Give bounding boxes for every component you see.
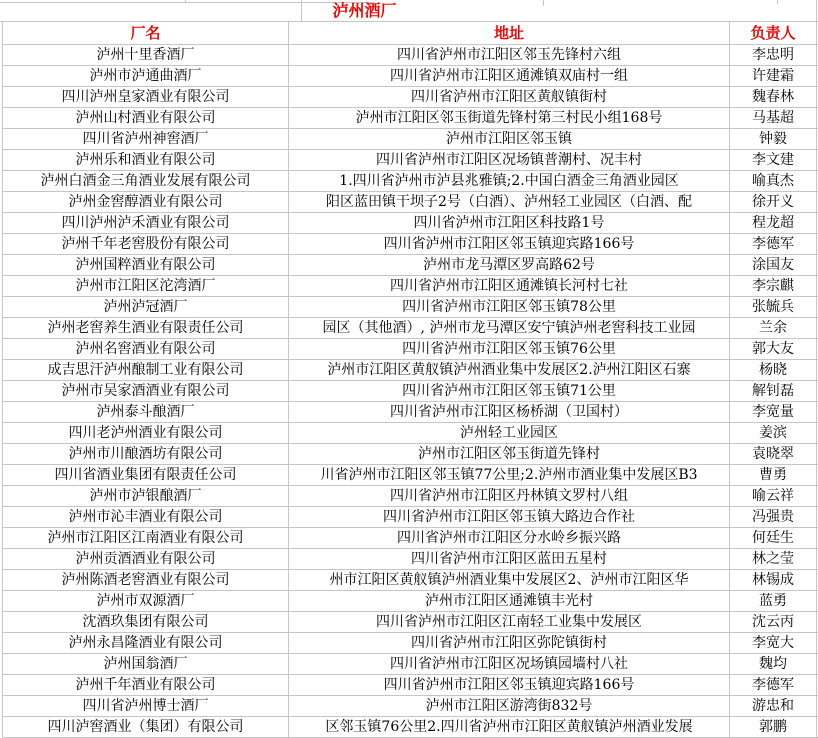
address-cell[interactable]: 四川省泸州市江阳区杨桥湖（卫国村） (289, 402, 730, 422)
table-row (2, 171, 818, 192)
factory-name-cell[interactable]: 泸州市江阳区沱湾酒厂 (3, 276, 289, 296)
address-cell[interactable]: 四川省泸州市江阳区通滩镇双庙村一组 (289, 66, 730, 86)
factory-name-cell[interactable]: 泸州泰斗酿酒厂 (3, 402, 289, 422)
factory-name-cell[interactable]: 泸州贡酒酒业有限公司 (3, 549, 289, 569)
manager-cell[interactable]: 魏春林 (730, 87, 817, 107)
manager-cell[interactable]: 林之莹 (730, 549, 817, 569)
manager-cell[interactable]: 喻真杰 (730, 171, 817, 191)
manager-cell[interactable]: 喻云祥 (730, 486, 817, 506)
factory-name-cell[interactable]: 成吉思汗泸州酿制工业有限公司 (3, 360, 289, 380)
factory-name-cell[interactable]: 泸州千年老窖股份有限公司 (3, 234, 289, 254)
factory-name-cell[interactable]: 泸州永昌隆酒业有限公司 (3, 633, 289, 653)
factory-name-cell[interactable]: 泸州陈酒老窖酒业有限公司 (3, 570, 289, 590)
factory-name-cell[interactable]: 泸州市双源酒厂 (3, 591, 289, 611)
manager-cell[interactable]: 许建霜 (730, 66, 817, 86)
factory-name-cell[interactable]: 泸州白酒金三角酒业发展有限公司 (3, 171, 289, 191)
column-header-factory-name[interactable]: 厂名 (3, 22, 289, 44)
address-cell[interactable]: 四川省泸州市江阳区黄舣镇街村 (289, 87, 730, 107)
address-cell[interactable]: 区邻玉镇76公里2.四川省泸州市江阳区黄舣镇泸州酒业发展 (289, 717, 730, 737)
address-cell[interactable]: 四川省泸州市江阳区邻玉镇大路边合作社 (289, 507, 730, 527)
address-cell[interactable]: 泸州市江阳区邻玉镇 (289, 129, 730, 149)
table-row (2, 150, 818, 171)
table-row (2, 486, 818, 507)
column-header-address[interactable]: 地址 (289, 22, 730, 44)
address-cell[interactable]: 泸州市江阳区黄舣镇泸州酒业集中发展区2.泸州江阳区石寨 (289, 360, 730, 380)
manager-cell[interactable]: 魏均 (730, 654, 817, 674)
address-cell[interactable]: 泸州市龙马潭区罗高路62号 (289, 255, 730, 275)
header-row (2, 22, 818, 45)
column-header-manager[interactable]: 负责人 (730, 22, 817, 44)
manager-cell[interactable]: 郭鹏 (730, 717, 817, 737)
address-cell[interactable]: 四川省泸州市江阳区丹林镇文罗村八组 (289, 486, 730, 506)
table-row (2, 465, 818, 486)
table-row (2, 591, 818, 612)
manager-cell[interactable]: 钟毅 (730, 129, 817, 149)
address-cell[interactable]: 泸州市江阳区游湾街832号 (289, 696, 730, 716)
address-cell[interactable]: 四川省泸州市江阳区邻玉镇78公里 (289, 297, 730, 317)
address-cell[interactable]: 四川省泸州市江阳区通滩镇长河村七社 (289, 276, 730, 296)
table-row (2, 633, 818, 654)
table-row (2, 255, 818, 276)
address-cell[interactable]: 四川省泸州市江阳区科技路1号 (289, 213, 730, 233)
address-cell[interactable]: 四川省泸州市江阳区邻玉先锋村六组 (289, 45, 730, 65)
address-cell[interactable]: 泸州市江阳区邻玉街道先锋村第三村民小组168号 (289, 108, 730, 128)
manager-cell[interactable]: 蓝勇 (730, 591, 817, 611)
manager-cell[interactable]: 姜滨 (730, 423, 817, 443)
factory-name-cell[interactable]: 泸州山村酒业有限公司 (3, 108, 289, 128)
table-row (2, 675, 818, 696)
manager-cell[interactable]: 涂国友 (730, 255, 817, 275)
table-row (2, 444, 818, 465)
factory-name-cell[interactable]: 沈酒玖集团有限公司 (3, 612, 289, 632)
factory-name-cell[interactable]: 四川泸州皇家酒业有限公司 (3, 87, 289, 107)
table-row (2, 318, 818, 339)
table-row (2, 45, 818, 66)
address-cell[interactable]: 四川省泸州市江阳区况场镇园墙村八社 (289, 654, 730, 674)
factory-name-cell[interactable]: 泸州千年酒业有限公司 (3, 675, 289, 695)
manager-cell[interactable]: 曹勇 (730, 465, 817, 485)
address-cell[interactable]: 川省泸州市江阳区邻玉镇77公里;2.泸州市酒业集中发展区B3 (289, 465, 730, 485)
table-row (2, 87, 818, 108)
table-row (2, 234, 818, 255)
manager-cell[interactable]: 兰余 (730, 318, 817, 338)
factory-name-cell[interactable]: 四川省酒业集团有限责任公司 (3, 465, 289, 485)
address-cell[interactable]: 阳区蓝田镇干坝子2号（白酒）、泸州轻工业园区（白酒、配 (289, 192, 730, 212)
manager-cell[interactable]: 何廷生 (730, 528, 817, 548)
manager-cell[interactable]: 李德军 (730, 234, 817, 254)
address-cell[interactable]: 泸州轻工业园区 (289, 423, 730, 443)
sheet-title: 泸州酒厂 (332, 1, 397, 20)
address-cell[interactable]: 泸州市江阳区邻玉街道先锋村 (289, 444, 730, 464)
manager-cell[interactable]: 解钊磊 (730, 381, 817, 401)
gridline-right-edge (816, 0, 817, 738)
factory-name-cell[interactable]: 四川泸窖酒业（集团）有限公司 (3, 717, 289, 737)
title-row[interactable] (0, 0, 818, 22)
factory-name-cell[interactable]: 四川老泸州酒业有限公司 (3, 423, 289, 443)
manager-cell[interactable]: 张毓兵 (730, 297, 817, 317)
manager-cell[interactable]: 徐开义 (730, 192, 817, 212)
address-cell[interactable]: 四川省泸州市江阳区分水岭乡振兴路 (289, 528, 730, 548)
table-row (2, 717, 818, 738)
address-cell[interactable]: 四川省泸州市江阳区邻玉镇76公里 (289, 339, 730, 359)
address-cell[interactable]: 四川省泸州市江阳区况场镇普潮村、况丰村 (289, 150, 730, 170)
factory-name-cell[interactable]: 泸州市江阳区江南酒业有限公司 (3, 528, 289, 548)
factory-name-cell[interactable]: 泸州市泸银酿酒厂 (3, 486, 289, 506)
table-row (2, 297, 818, 318)
factory-name-cell[interactable]: 泸州市沁丰酒业有限公司 (3, 507, 289, 527)
address-cell[interactable]: 四川省泸州市江阳区邻玉镇迎宾路166号 (289, 234, 730, 254)
manager-cell[interactable]: 游忠和 (730, 696, 817, 716)
manager-cell[interactable]: 李德军 (730, 675, 817, 695)
table-row (2, 423, 818, 444)
manager-cell[interactable]: 林锡成 (730, 570, 817, 590)
table-body (0, 45, 818, 738)
address-cell[interactable]: 四川省泸州市江阳区蓝田五星村 (289, 549, 730, 569)
manager-cell[interactable]: 袁晓翠 (730, 444, 817, 464)
factory-name-cell[interactable]: 泸州十里香酒厂 (3, 45, 289, 65)
table-row (2, 192, 818, 213)
table-row (2, 549, 818, 570)
manager-cell[interactable]: 李宽大 (730, 633, 817, 653)
table-row (2, 654, 818, 675)
address-cell[interactable]: 州市江阳区黄舣镇泸州酒业集中发展区2、泸州市江阳区华 (289, 570, 730, 590)
table-row (2, 360, 818, 381)
table-row (2, 276, 818, 297)
manager-cell[interactable]: 郭大友 (730, 339, 817, 359)
manager-cell[interactable]: 程龙超 (730, 213, 817, 233)
table-row (2, 213, 818, 234)
address-cell[interactable]: 泸州市江阳区通滩镇丰光村 (289, 591, 730, 611)
factory-name-cell[interactable]: 泸州老窖养生酒业有限责任公司 (3, 318, 289, 338)
address-cell[interactable]: 四川省泸州市江阳区邻玉镇71公里 (289, 381, 730, 401)
factory-name-cell[interactable]: 四川省泸州博士酒厂 (3, 696, 289, 716)
factory-name-cell[interactable]: 泸州国翁酒厂 (3, 654, 289, 674)
table-row (2, 570, 818, 591)
manager-cell[interactable]: 李文建 (730, 150, 817, 170)
address-cell[interactable]: 四川省泸州市江阳区弥陀镇街村 (289, 633, 730, 653)
address-cell[interactable]: 四川省泸州市江阳区江南轻工业集中发展区 (289, 612, 730, 632)
table-row (2, 528, 818, 549)
table-row (2, 66, 818, 87)
factory-name-cell[interactable]: 泸州国粹酒业有限公司 (3, 255, 289, 275)
table-row (2, 402, 818, 423)
table-row (2, 381, 818, 402)
factory-name-cell[interactable]: 四川省泸州神窖酒厂 (3, 129, 289, 149)
factory-name-cell[interactable]: 泸州市泸通曲酒厂 (3, 66, 289, 86)
factory-name-cell[interactable]: 泸州乐和酒业有限公司 (3, 150, 289, 170)
address-cell[interactable]: 园区（其他酒）, 泸州市龙马潭区安宁镇泸州老窖科技工业园 (289, 318, 730, 338)
factory-name-cell[interactable]: 泸州市吴家酒酒业有限公司 (3, 381, 289, 401)
manager-cell[interactable]: 冯强贵 (730, 507, 817, 527)
address-cell[interactable]: 1.四川省泸州市泸县兆雅镇;2.中国白酒金三角酒业园区 (289, 171, 730, 191)
table-row (2, 612, 818, 633)
table-row (2, 108, 818, 129)
factory-name-cell[interactable]: 泸州名窖酒业有限公司 (3, 339, 289, 359)
manager-cell[interactable]: 李宽量 (730, 402, 817, 422)
manager-cell[interactable]: 马基超 (730, 108, 817, 128)
table-row (2, 507, 818, 528)
factory-name-cell[interactable]: 泸州市川酿酒坊有限公司 (3, 444, 289, 464)
factory-name-cell[interactable]: 四川泸州泸禾酒业有限公司 (3, 213, 289, 233)
address-cell[interactable]: 四川省泸州市江阳区邻玉镇迎宾路166号 (289, 675, 730, 695)
manager-cell[interactable]: 沈云丙 (730, 612, 817, 632)
factory-name-cell[interactable]: 泸州泸冠酒厂 (3, 297, 289, 317)
manager-cell[interactable]: 李忠明 (730, 45, 817, 65)
table-row (2, 339, 818, 360)
table-row (2, 696, 818, 717)
factory-name-cell[interactable]: 泸州金窖醇酒业有限公司 (3, 192, 289, 212)
table-row (2, 129, 818, 150)
manager-cell[interactable]: 杨晓 (730, 360, 817, 380)
manager-cell[interactable]: 李宗麒 (730, 276, 817, 296)
